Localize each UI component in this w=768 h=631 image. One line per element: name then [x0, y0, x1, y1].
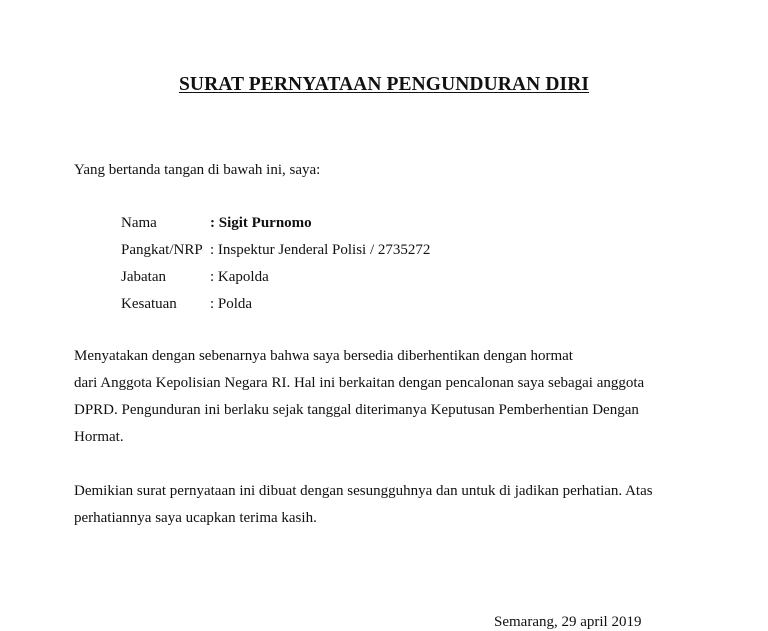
paragraph-1-line-3: DPRD. Pengunduran ini berlaku sejak tanggal diterimanya Keputusan Pemberhentian Dengan	[74, 402, 639, 418]
field-value-pangkat: : Inspektur Jenderal Polisi / 2735272	[210, 242, 431, 258]
place-date: Semarang, 29 april 2019	[494, 614, 642, 630]
paragraph-1-line-2: dari Anggota Kepolisian Negara RI. Hal ini berkaitan dengan pencalonan saya sebagai anggota	[74, 375, 645, 391]
field-value-kesatuan: : Polda	[210, 296, 253, 312]
field-label-pangkat: Pangkat/NRP	[121, 242, 203, 258]
intro-text: Yang bertanda tangan di bawah ini, saya:	[74, 162, 321, 178]
paragraph-1-line-1: Menyatakan dengan sebenarnya bahwa saya bersedia diberhentikan dengan hormat	[74, 348, 573, 364]
document-title: SURAT PERNYATAAN PENGUNDURAN DIRI	[178, 74, 590, 95]
field-label-kesatuan: Kesatuan	[121, 296, 177, 312]
field-label-nama: Nama	[121, 215, 157, 231]
field-value-jabatan: : Kapolda	[210, 269, 269, 285]
paragraph-1-line-4: Hormat.	[74, 429, 124, 445]
field-label-jabatan: Jabatan	[121, 269, 166, 285]
field-value-nama: : Sigit Purnomo	[210, 215, 312, 231]
paragraph-2-line-1: Demikian surat pernyataan ini dibuat dengan sesungguhnya dan untuk di jadikan perhatian. Atas	[74, 483, 653, 499]
paragraph-2-line-2: perhatiannya saya ucapkan terima kasih.	[74, 510, 317, 526]
